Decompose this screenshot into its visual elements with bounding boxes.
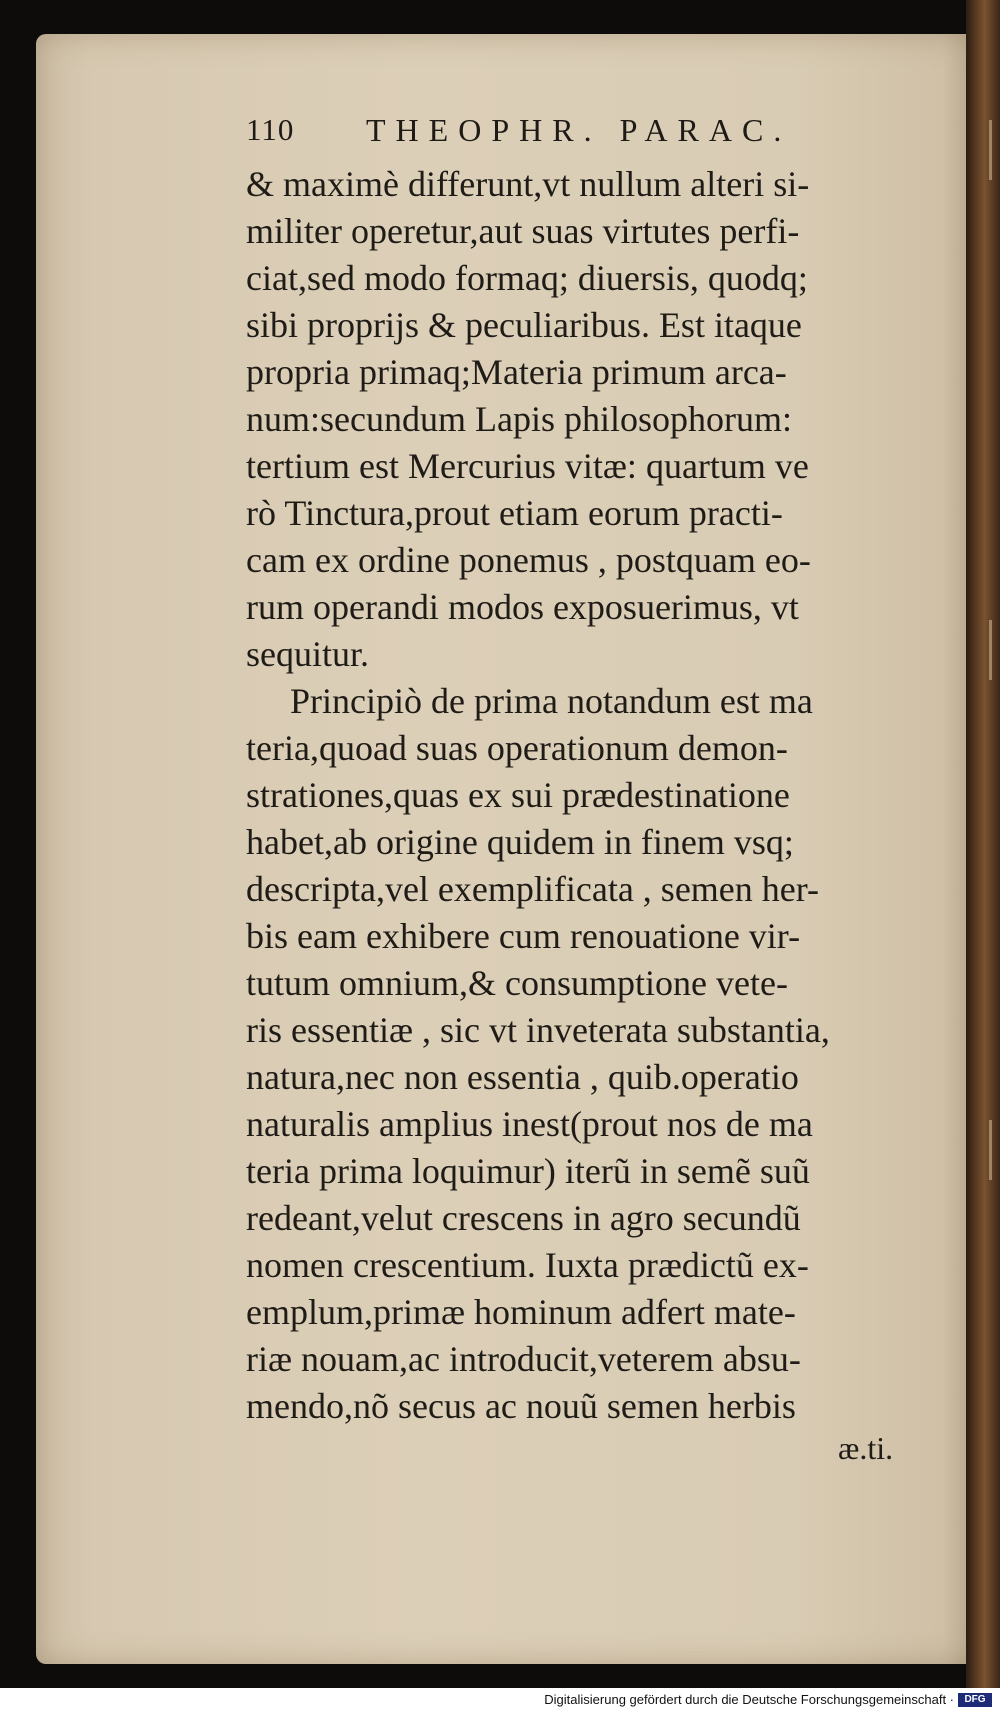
text-line: militer operetur,aut suas virtutes perfi- bbox=[246, 211, 800, 251]
text-line: naturalis amplius inest(prout nos de ma bbox=[246, 1104, 813, 1144]
text-line: nomen crescentium. Iuxta prædictũ ex- bbox=[246, 1245, 809, 1285]
text-line: redeant,velut crescens in agro secundũ bbox=[246, 1198, 801, 1238]
text-line: teria prima loquimur) iterũ in semẽ suũ bbox=[246, 1151, 810, 1191]
dfg-logo: DFG bbox=[958, 1693, 992, 1707]
book-spine bbox=[966, 0, 1000, 1713]
page-header bbox=[246, 112, 866, 160]
text-line: num:secundum Lapis philosophorum: bbox=[246, 399, 792, 439]
text-line: riæ nouam,ac introducit,veterem absu- bbox=[246, 1339, 801, 1379]
text-line: sibi proprijs & peculiaribus. Est itaque bbox=[246, 305, 802, 345]
text-line: sequitur. bbox=[246, 634, 369, 674]
spine-stitch bbox=[989, 1120, 992, 1180]
text-line: tertium est Mercurius vitæ: quartum ve bbox=[246, 446, 809, 486]
text-line: emplum,primæ hominum adfert mate- bbox=[246, 1292, 796, 1332]
text-line: rum operandi modos exposuerimus, vt bbox=[246, 587, 799, 627]
text-line: teria,quoad suas operationum demon- bbox=[246, 728, 788, 768]
text-line: ciat,sed modo formaq; diuersis, quodq; bbox=[246, 258, 808, 298]
text-line: mendo,nõ secus ac nouũ semen herbis bbox=[246, 1386, 796, 1426]
running-head: THEOPHR. PARAC. bbox=[366, 112, 792, 148]
spine-stitch bbox=[989, 120, 992, 180]
spine-stitch bbox=[989, 620, 992, 680]
text-line: tutum omnium,& consumptione vete- bbox=[246, 963, 788, 1003]
text-line: propria primaq;Materia primum arca- bbox=[246, 352, 787, 392]
text-line: ris essentiæ , sic vt inveterata substantia, bbox=[246, 1010, 830, 1050]
text-line: cam ex ordine ponemus , postquam eo- bbox=[246, 540, 811, 580]
text-line: natura,nec non essentia , quib.operatio bbox=[246, 1057, 799, 1097]
text-line: strationes,quas ex sui prædestinatione bbox=[246, 775, 790, 815]
digitization-footer bbox=[0, 1688, 1000, 1713]
text-line: habet,ab origine quidem in finem vsq; bbox=[246, 822, 794, 862]
text-line: bis eam exhibere cum renouatione vir- bbox=[246, 916, 801, 956]
catchword: æ.ti. bbox=[838, 1430, 894, 1466]
funding-notice: Digitalisierung gefördert durch die Deutsche Forschungsgemeinschaft · bbox=[544, 1692, 954, 1707]
text-line: rò Tinctura,prout etiam eorum practi- bbox=[246, 493, 783, 533]
text-line: Principiò de prima notandum est ma bbox=[290, 681, 813, 721]
text-line: & maximè differunt,vt nullum alteri si- bbox=[246, 164, 810, 204]
page-number: 110 bbox=[246, 112, 295, 147]
text-line: descripta,vel exemplificata , semen her- bbox=[246, 869, 820, 909]
